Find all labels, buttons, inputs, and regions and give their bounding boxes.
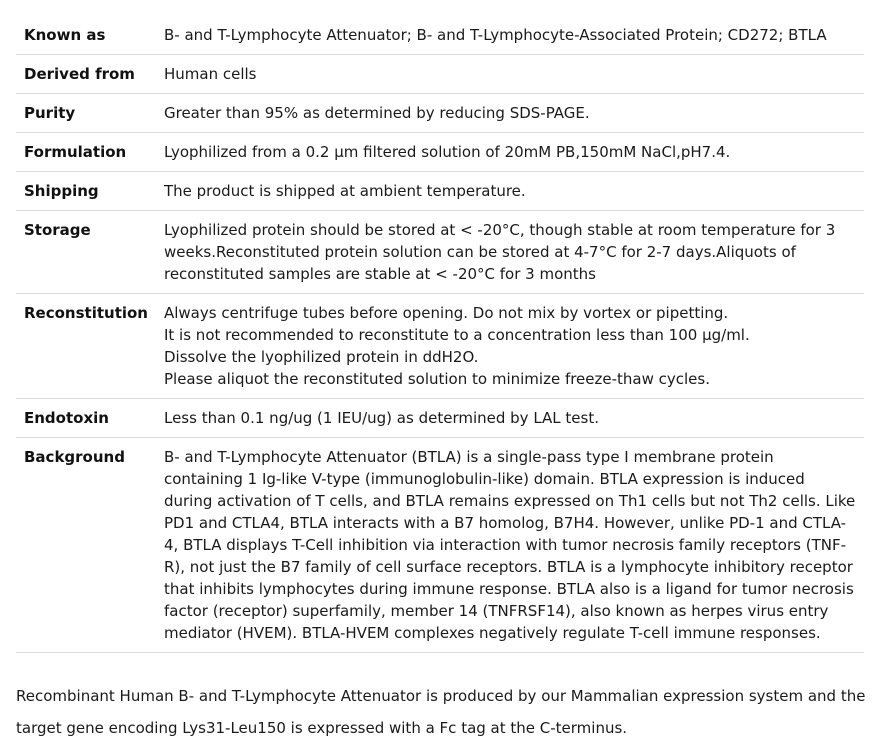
spec-value-line: The product is shipped at ambient temperature. — [163, 182, 526, 200]
spec-label: Storage — [16, 211, 156, 294]
spec-value-line: It is not recommended to reconstitute to a concentration less than 100 μg/ml. — [163, 326, 750, 344]
spec-value — [156, 16, 864, 55]
spec-row-endotoxin — [16, 399, 864, 438]
spec-value — [156, 94, 864, 133]
spec-row-known-as — [16, 16, 864, 55]
spec-value — [156, 172, 864, 211]
spec-label: Known as — [16, 16, 156, 55]
spec-value-line: Lyophilized protein should be stored at < -20°C, though stable at room temperature for 3 weeks.Reconstituted protein solution can be stored at 4-7°C for 2-7 days.Aliquots of reconstituted samples are stable at < -20°C for 3 months — [163, 221, 836, 283]
spec-label: Reconstitution — [16, 294, 156, 399]
spec-row-purity — [16, 94, 864, 133]
spec-row-reconstitution — [16, 294, 864, 399]
spec-label: Purity — [16, 94, 156, 133]
spec-row-background — [16, 438, 864, 653]
spec-value-line: Dissolve the lyophilized protein in ddH2O. — [163, 348, 479, 366]
spec-label: Endotoxin — [16, 399, 156, 438]
spec-value — [156, 399, 864, 438]
spec-label: Formulation — [16, 133, 156, 172]
spec-value-line: B- and T-Lymphocyte Attenuator (BTLA) is a single-pass type I membrane protein containing 1 Ig-like V-type (immunoglobulin-like) domain. BTLA expression is induced during activation of T cells, and BTLA remains expressed on Th1 cells but not Th2 cells. Like PD1 and CTLA4, BTLA interacts with a B7 homolog, B7H4. However, unlike PD-1 and CTLA-4, BTLA displays T-Cell inhibition via interaction with tumor necrosis family receptors (TNF-R), not just the B7 family of cell surface receptors. BTLA is a lymphocyte inhibitory receptor that inhibits lymphocytes during immune response. BTLA also is a ligand for tumor necrosis factor (receptor) superfamily, member 14 (TNFRSF14), also known as herpes virus entry mediator (HVEM). BTLA-HVEM complexes negatively regulate T-cell immune responses. — [163, 448, 856, 642]
spec-value-line: B- and T-Lymphocyte Attenuator; B- and T-Lymphocyte-Associated Protein; CD272; BTLA — [163, 26, 827, 44]
spec-value-line: Lyophilized from a 0.2 μm filtered solution of 20mM PB,150mM NaCl,pH7.4. — [163, 143, 731, 161]
spec-value-line: Less than 0.1 ng/ug (1 IEU/ug) as determined by LAL test. — [163, 409, 599, 427]
spec-table — [16, 16, 864, 653]
spec-value — [156, 55, 864, 94]
spec-label: Derived from — [16, 55, 156, 94]
spec-value — [156, 133, 864, 172]
product-description: Recombinant Human B- and T-Lymphocyte Attenuator is produced by our Mammalian expression system and the target gene encoding Lys31-Leu150 is expressed with a Fc tag at the C-terminus. — [16, 687, 866, 737]
spec-value-line: Please aliquot the reconstituted solution to minimize freeze-thaw cycles. — [163, 370, 710, 388]
spec-row-shipping — [16, 172, 864, 211]
spec-value-line: Human cells — [163, 65, 257, 83]
spec-value — [156, 438, 864, 653]
spec-value — [156, 294, 864, 399]
spec-row-formulation — [16, 133, 864, 172]
spec-value-line: Greater than 95% as determined by reducing SDS-PAGE. — [163, 104, 590, 122]
spec-value — [156, 211, 864, 294]
spec-label: Background — [16, 438, 156, 653]
spec-row-derived-from — [16, 55, 864, 94]
spec-row-storage — [16, 211, 864, 294]
spec-label: Shipping — [16, 172, 156, 211]
spec-value-line: Always centrifuge tubes before opening. Do not mix by vortex or pipetting. — [163, 304, 729, 322]
